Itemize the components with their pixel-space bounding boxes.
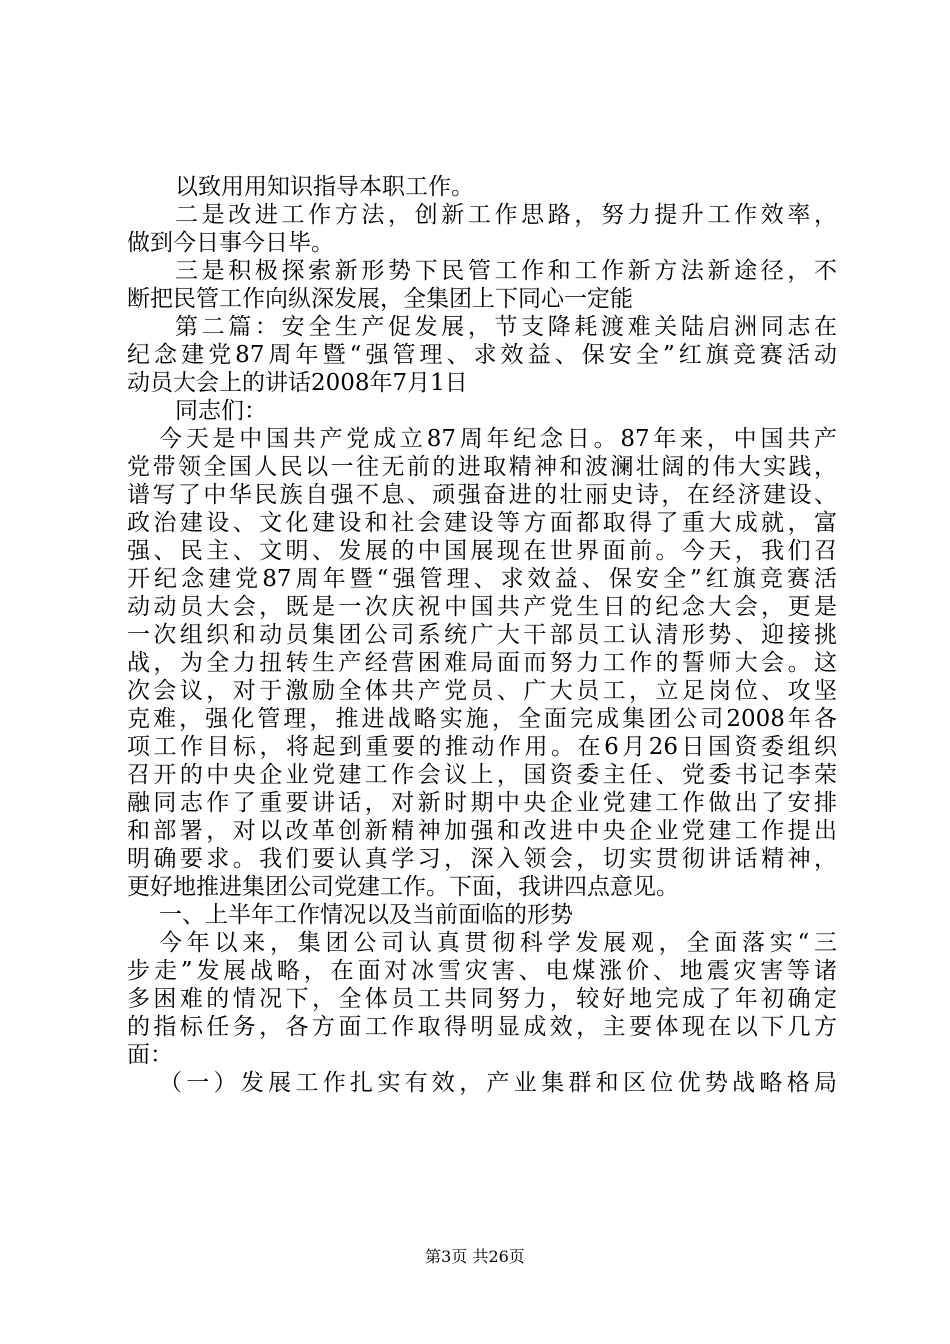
text-line: 面： [127, 1042, 173, 1068]
text-line: 三是积极探索新形势下民管工作和工作新方法新途径，不 [175, 258, 837, 284]
text-line: 次会议，对于激励全体共产党员、广大员工，立足岗位、攻坚 [127, 678, 837, 704]
text-line: 开纪念建党87周年暨“强管理、求效益、保安全”红旗竞赛活 [127, 566, 837, 592]
page-number: 第3页 共26页 [425, 1247, 525, 1266]
text-line: 动员大会上的讲话2008年7月1日 [127, 370, 468, 396]
text-line: 断把民管工作向纵深发展，全集团上下同心一定能 [127, 286, 633, 312]
text-line: 今天是中国共产党成立87周年纪念日。87年来，中国共产 [159, 426, 837, 452]
text-line: 做到今日事今日毕。 [127, 230, 334, 256]
section-heading: 一、上半年工作情况以及当前面临的形势 [159, 902, 573, 928]
text-line: 政治建设、文化建设和社会建设等方面都取得了重大成就，富 [127, 510, 837, 536]
salutation: 同志们： [175, 398, 267, 424]
text-line: 动动员大会，既是一次庆祝中国共产党生日的纪念大会，更是 [127, 594, 837, 620]
subsection-heading: （一）发展工作扎实有效，产业集群和区位优势战略格局 [159, 1070, 837, 1096]
text-line: 谱写了中华民族自强不息、顽强奋进的壮丽史诗，在经济建设、 [127, 482, 837, 508]
page-footer [0, 1244, 950, 1267]
text-line: 的指标任务，各方面工作取得明显成效，主要体现在以下几方 [127, 1014, 837, 1040]
text-line: 二是改进工作方法，创新工作思路，努力提升工作效率， [175, 202, 837, 228]
text-line: 融同志作了重要讲话，对新时期中央企业党建工作做出了安排 [127, 790, 837, 816]
document-body [127, 173, 837, 1097]
text-line: 召开的中央企业党建工作会议上，国资委主任、党委书记李荣 [127, 762, 837, 788]
text-line: 项工作目标，将起到重要的推动作用。在6月26日国资委组织 [127, 734, 837, 760]
text-line: 步走”发展战略，在面对冰雪灾害、电煤涨价、地震灾害等诸 [127, 958, 837, 984]
text-line: 多困难的情况下，全体员工共同努力，较好地完成了年初确定 [127, 986, 837, 1012]
text-line: 纪念建党87周年暨“强管理、求效益、保安全”红旗竞赛活动 [127, 342, 837, 368]
text-line: 克难，强化管理，推进战略实施，全面完成集团公司2008年各 [127, 706, 837, 732]
text-line: 以致用用知识指导本职工作。 [175, 174, 474, 200]
text-line: 第二篇：安全生产促发展，节支降耗渡难关陆启洲同志在 [175, 314, 837, 340]
text-line: 和部署，对以改革创新精神加强和改进中央企业党建工作提出 [127, 818, 837, 844]
text-line: 强、民主、文明、发展的中国展现在世界面前。今天，我们召 [127, 538, 837, 564]
text-line: 明确要求。我们要认真学习，深入领会，切实贯彻讲话精神， [127, 846, 837, 872]
text-line: 今年以来，集团公司认真贯彻科学发展观，全面落实“三 [159, 930, 837, 956]
text-line: 党带领全国人民以一往无前的进取精神和波澜壮阔的伟大实践， [127, 454, 837, 480]
text-line: 战，为全力扭转生产经营困难局面而努力工作的誓师大会。这 [127, 650, 837, 676]
text-line: 更好地推进集团公司党建工作。下面，我讲四点意见。 [127, 874, 679, 900]
text-line: 一次组织和动员集团公司系统广大干部员工认清形势、迎接挑 [127, 622, 837, 648]
